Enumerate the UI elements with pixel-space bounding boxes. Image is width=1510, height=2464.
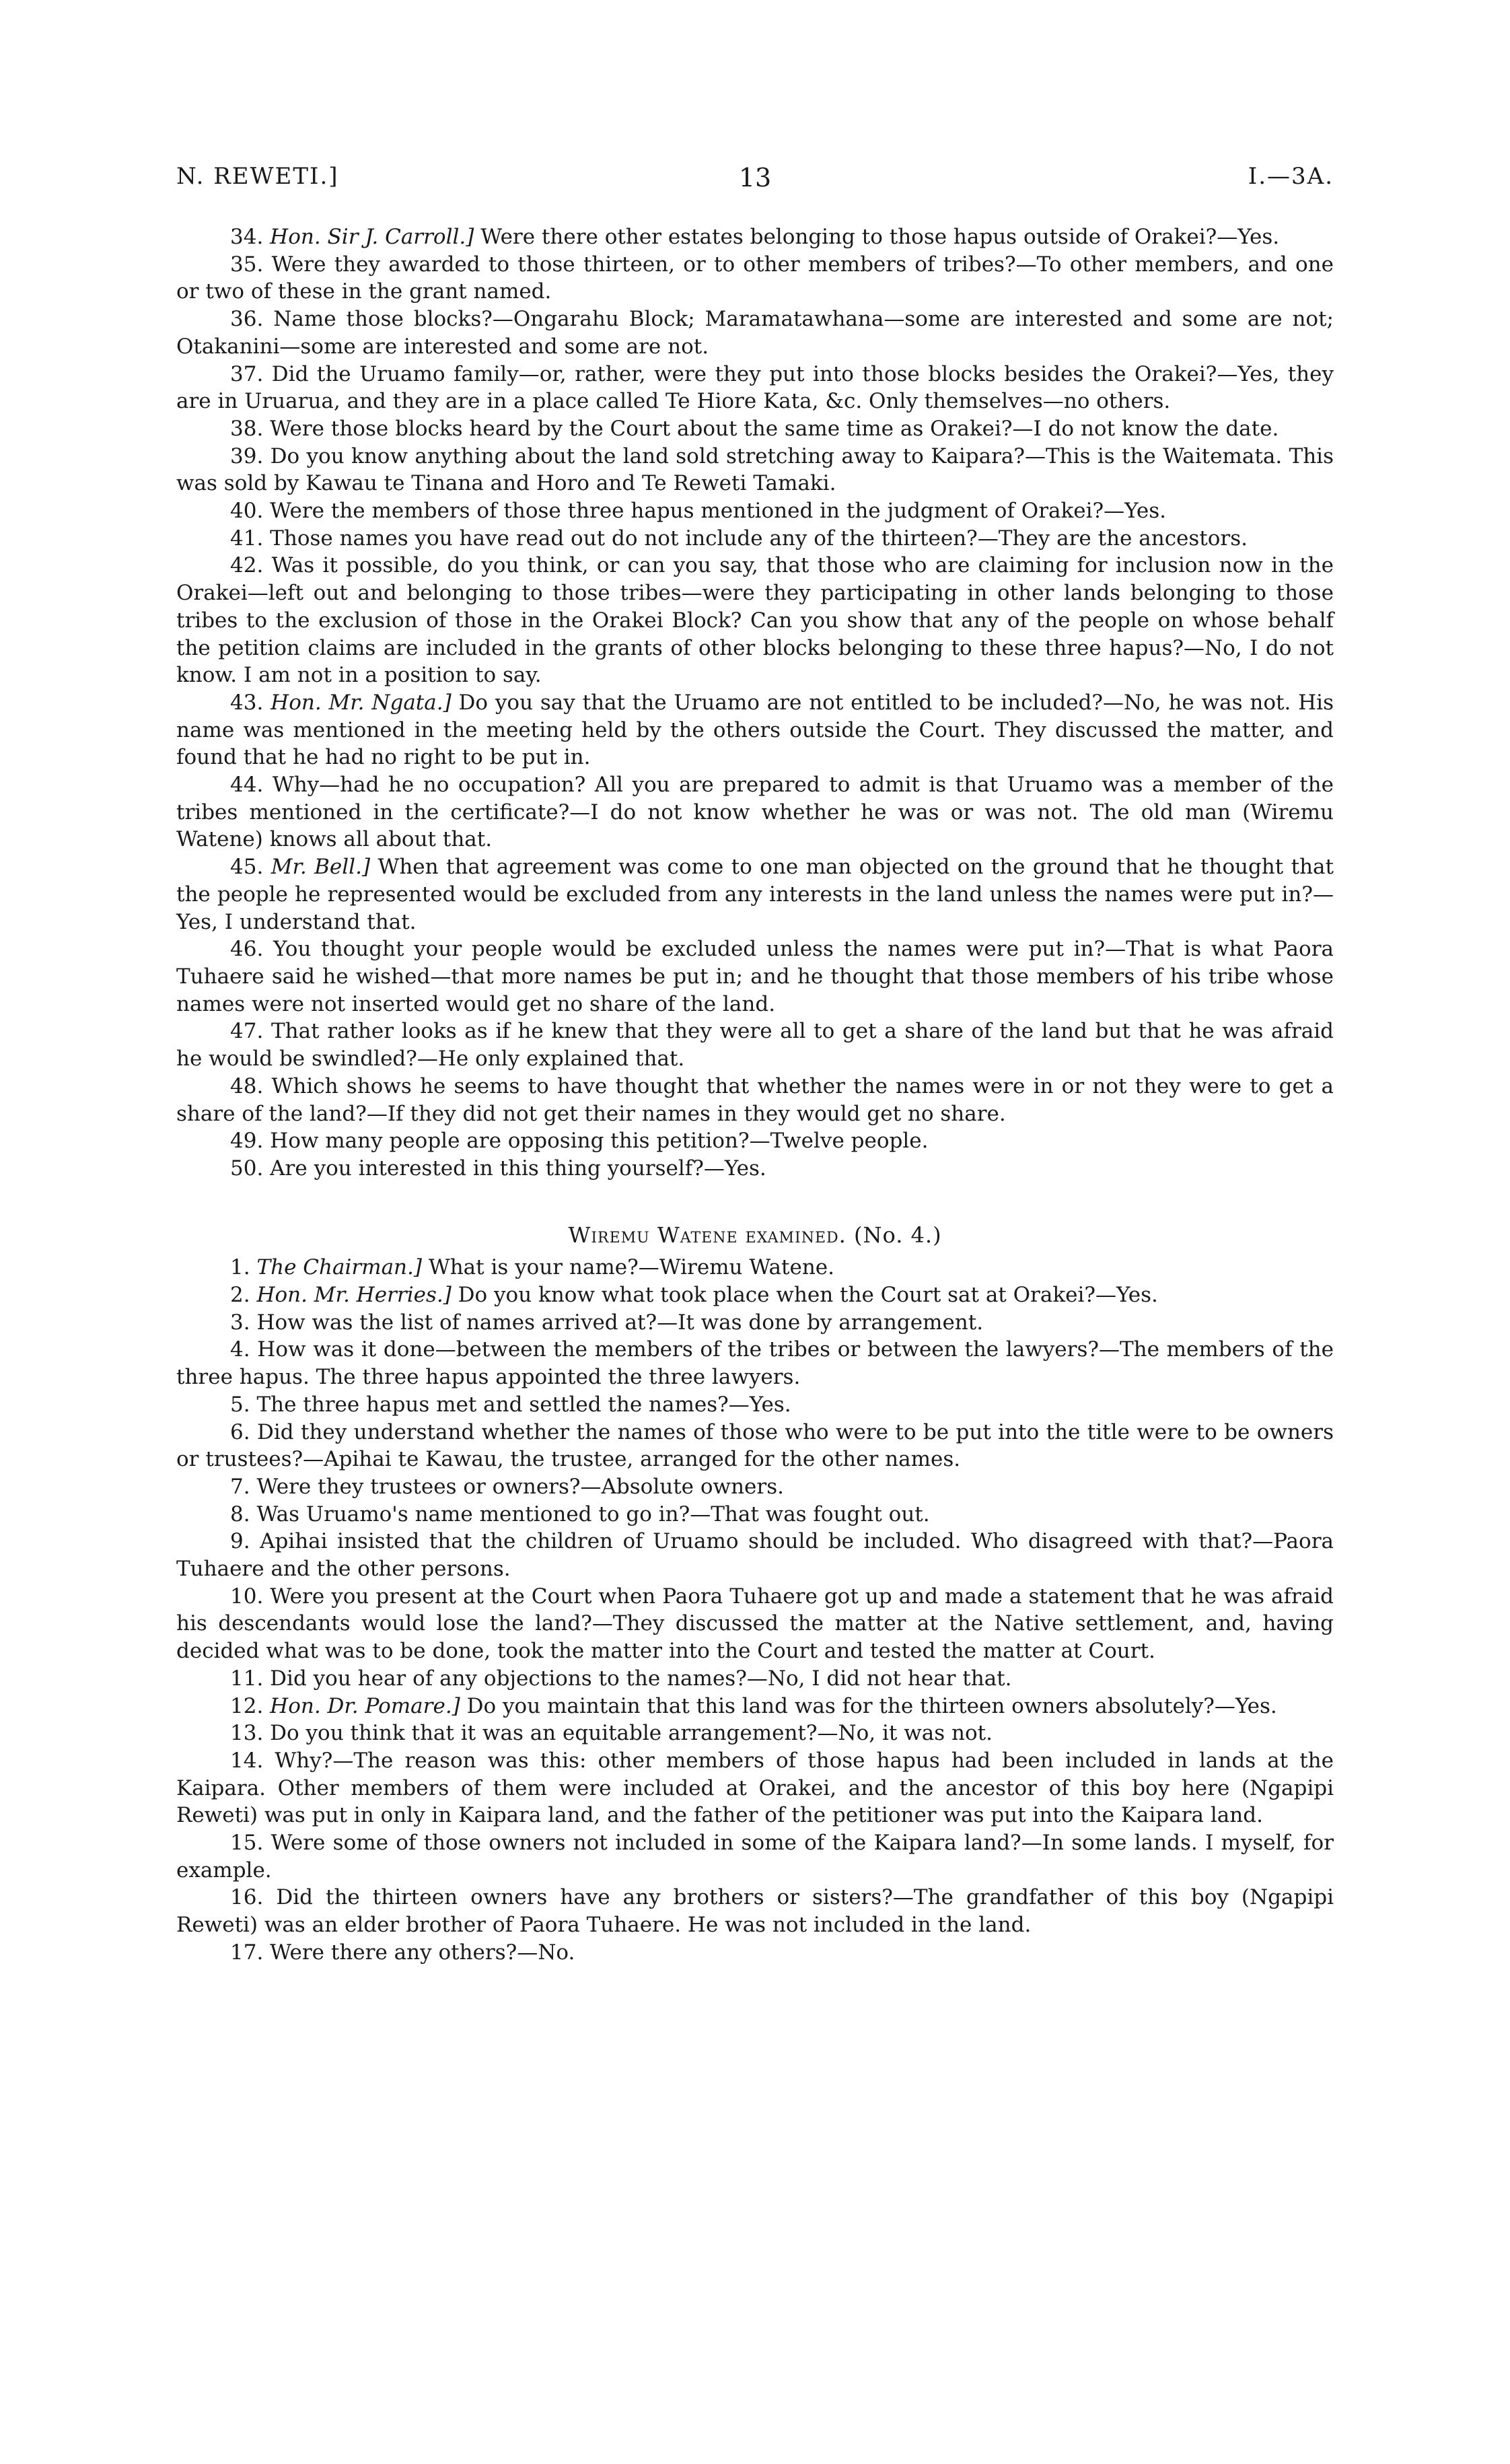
question-paragraph — [176, 853, 1334, 936]
question-paragraph — [176, 552, 1334, 689]
question-text: What is your name?—Wiremu Watene. — [428, 1255, 834, 1280]
question-number: 34. — [230, 225, 264, 249]
question-text: Did the Uruamo family—or, rather, were they put into those blocks besides the Orakei?—Yes, they are in Uruarua, and they are in a place called Te Hiore Kata, &c. Only themselves—no others. — [176, 361, 1334, 414]
question-number: 9. — [230, 1529, 250, 1554]
speaker-name: Hon. Mr. Ngata.] — [271, 690, 452, 715]
question-paragraph — [176, 361, 1334, 415]
question-paragraph — [176, 1281, 1334, 1309]
question-paragraph — [176, 689, 1334, 771]
question-paragraph — [176, 415, 1334, 443]
question-paragraph — [176, 1720, 1334, 1747]
testimony-part-2 — [176, 1254, 1334, 1966]
question-text: Were they trustees or owners?—Absolute owners. — [256, 1474, 784, 1499]
section-number: (No. 4.) — [854, 1222, 942, 1248]
speaker-name: Hon. Dr. Pomare.] — [270, 1693, 460, 1718]
question-number: 39. — [230, 444, 264, 468]
question-paragraph — [176, 936, 1334, 1018]
question-text: Were there other estates belonging to those hapus outside of Orakei?—Yes. — [480, 225, 1280, 249]
question-number: 47. — [230, 1019, 264, 1044]
question-number: 8. — [230, 1502, 250, 1526]
question-text: Did the thirteen owners have any brothers or sisters?—The grandfather of this boy (Ngapipi Reweti) was an elder brother of Paora Tuhaere. He was not included in the land. — [176, 1885, 1334, 1938]
question-number: 5. — [230, 1392, 250, 1417]
header-right: I.—3A. — [1248, 163, 1334, 190]
question-number: 35. — [230, 252, 264, 277]
question-number: 10. — [230, 1584, 264, 1609]
question-paragraph — [176, 1583, 1334, 1665]
question-text: Were there any others?—No. — [270, 1940, 575, 1965]
question-text: Do you think that it was an equitable arrangement?—No, it was not. — [270, 1721, 993, 1746]
question-text: Name those blocks?—Ongarahu Block; Maramatawhana—some are interested and some are not; Otakanini—some are interested and some are not. — [176, 307, 1334, 359]
question-text: How many people are opposing this petition?—Twelve people. — [270, 1129, 929, 1154]
question-text: Were those blocks heard by the Court about the same time as Orakei?—I do not know the date. — [270, 416, 1279, 441]
question-text: The three hapus met and settled the names?—Yes. — [256, 1392, 791, 1417]
question-number: 1. — [230, 1255, 250, 1280]
question-number: 50. — [230, 1156, 264, 1181]
question-paragraph — [176, 497, 1334, 525]
question-paragraph — [176, 1073, 1334, 1127]
question-text: Do you maintain that this land was for the thirteen owners absolutely?—Yes. — [466, 1693, 1277, 1718]
witness-name: Wiremu Watene — [568, 1222, 738, 1248]
question-number: 42. — [230, 553, 264, 578]
section-examined: examined. — [745, 1222, 847, 1248]
question-number: 37. — [230, 361, 264, 386]
question-number: 43. — [230, 690, 264, 715]
question-text: Did you hear of any objections to the names?—No, I did not hear that. — [270, 1666, 1012, 1691]
question-text: Are you interested in this thing yourself?—Yes. — [270, 1156, 766, 1181]
question-paragraph — [176, 1473, 1334, 1501]
question-paragraph — [176, 223, 1334, 251]
page-header — [176, 163, 1334, 203]
question-text: How was the list of names arrived at?—It was done by arrangement. — [256, 1310, 984, 1335]
question-number: 2. — [230, 1283, 250, 1308]
question-number: 15. — [230, 1831, 264, 1856]
speaker-name: Hon. Sir J. Carroll.] — [270, 225, 474, 249]
question-paragraph — [176, 251, 1334, 306]
question-paragraph — [176, 1693, 1334, 1720]
section-title — [176, 1222, 1334, 1249]
speaker-name: The Chairman.] — [256, 1255, 422, 1280]
question-paragraph — [176, 1127, 1334, 1155]
question-text: How was it done—between the members of the tribes or between the lawyers?—The members of the three hapus. The three hapus appointed the three lawyers. — [176, 1337, 1334, 1390]
question-number: 40. — [230, 499, 264, 524]
question-number: 48. — [230, 1073, 264, 1098]
question-text: That rather looks as if he knew that they were all to get a share of the land but that he was afraid he would be swindled?—He only explained that. — [176, 1019, 1334, 1071]
question-text: Do you say that the Uruamo are not entitled to be included?—No, he was not. His name was mentioned in the meeting held by the others outside the Court. They discussed the matter, and found that he had no right to be put in. — [176, 690, 1334, 770]
question-paragraph — [176, 1939, 1334, 1967]
header-left: N. REWETI.] — [176, 163, 339, 190]
question-paragraph — [176, 1309, 1334, 1337]
question-text: Why?—The reason was this: other members of those hapus had been included in lands at the Kaipara. Other members of them were included at Orakei, and the ancestor of this boy here (Ngapipi Reweti) was put in only in Kaipara land, and the father of the petitioner was put into the Kaipara land. — [176, 1748, 1334, 1828]
question-paragraph — [176, 1336, 1334, 1391]
question-text: Which shows he seems to have thought that whether the names were in or not they were to get a share of the land?—If they did not get their names in they would get no share. — [176, 1073, 1334, 1126]
speaker-name: Mr. Bell.] — [271, 855, 371, 880]
question-number: 11. — [230, 1666, 264, 1691]
question-number: 45. — [230, 855, 264, 880]
question-paragraph — [176, 1254, 1334, 1281]
document-body — [176, 223, 1334, 1967]
question-paragraph — [176, 1501, 1334, 1528]
question-number: 38. — [230, 416, 264, 441]
testimony-part-1 — [176, 223, 1334, 1183]
question-paragraph — [176, 1829, 1334, 1884]
question-paragraph — [176, 1155, 1334, 1183]
question-text: Those names you have read out do not include any of the thirteen?—They are the ancestors. — [270, 526, 1248, 551]
question-paragraph — [176, 771, 1334, 853]
question-number: 46. — [230, 937, 264, 962]
question-number: 13. — [230, 1721, 264, 1746]
question-text: Do you know what took place when the Court sat at Orakei?—Yes. — [458, 1283, 1158, 1308]
question-number: 4. — [230, 1337, 250, 1362]
question-paragraph — [176, 306, 1334, 360]
question-paragraph — [176, 1391, 1334, 1419]
question-number: 14. — [230, 1748, 264, 1773]
question-paragraph — [176, 1665, 1334, 1693]
question-number: 49. — [230, 1129, 264, 1154]
question-text: Was Uruamo's name mentioned to go in?—That was fought out. — [256, 1502, 930, 1526]
question-paragraph — [176, 1419, 1334, 1473]
question-text: Was it possible, do you think, or can you say, that those who are claiming for inclusion now in the Orakei—left out and belonging to those tribes—were they participating in other lands belonging to those tribes to the exclusion of those in the Orakei Block? Can you show that any of the people on whose behalf the petition claims are included in the grants of other blocks belonging to these three hapus?—No, I do not know. I am not in a position to say. — [176, 553, 1334, 688]
question-text: Did they understand whether the names of those who were to be put into the title were to be owners or trustees?—Apihai te Kawau, the trustee, arranged for the other names. — [176, 1419, 1334, 1472]
question-text: Were the members of those three hapus mentioned in the judgment of Orakei?—Yes. — [270, 499, 1167, 524]
question-paragraph — [176, 1528, 1334, 1582]
question-paragraph — [176, 1884, 1334, 1938]
speaker-name: Hon. Mr. Herries.] — [256, 1283, 452, 1308]
page-number: 13 — [738, 163, 772, 192]
question-number: 16. — [230, 1885, 264, 1910]
question-text: Apihai insisted that the children of Uruamo should be included. Who disagreed with that?—Paora Tuhaere and the other persons. — [176, 1529, 1334, 1582]
question-text: Were they awarded to those thirteen, or to other members of tribes?—To other members, and one or two of these in the grant named. — [176, 252, 1334, 304]
question-number: 36. — [230, 307, 264, 332]
question-text: You thought your people would be excluded unless the names were put in?—That is what Paora Tuhaere said he wished—that more names be put in; and he thought that those members of his tribe whose names were not inserted would get no share of the land. — [176, 937, 1334, 1016]
question-text: Do you know anything about the land sold stretching away to Kaipara?—This is the Waitemata. This was sold by Kawau te Tinana and Horo and Te Reweti Tamaki. — [176, 444, 1334, 496]
question-text: Why—had he no occupation? All you are prepared to admit is that Uruamo was a member of the tribes mentioned in the certificate?—I do not know whether he was or was not. The old man (Wiremu Watene) knows all about that. — [176, 773, 1334, 852]
question-number: 3. — [230, 1310, 250, 1335]
question-number: 17. — [230, 1940, 264, 1965]
question-paragraph — [176, 1018, 1334, 1072]
question-number: 6. — [230, 1419, 250, 1444]
question-number: 44. — [230, 773, 264, 798]
question-text: Were you present at the Court when Paora Tuhaere got up and made a statement that he was afraid his descendants would lose the land?—They discussed the matter at the Native settlement, and, having decided what was to be done, took the matter into the Court and tested the matter at Court. — [176, 1584, 1334, 1664]
question-paragraph — [176, 443, 1334, 497]
question-text: When that agreement was come to one man objected on the ground that he thought that the people he represented would be excluded from any interests in the land unless the names were put in?—Yes, I understand that. — [176, 855, 1334, 934]
question-paragraph — [176, 525, 1334, 553]
question-paragraph — [176, 1747, 1334, 1829]
question-number: 7. — [230, 1474, 250, 1499]
question-number: 12. — [230, 1693, 264, 1718]
question-number: 41. — [230, 526, 264, 551]
question-text: Were some of those owners not included in some of the Kaipara land?—In some lands. I myself, for example. — [176, 1831, 1334, 1882]
